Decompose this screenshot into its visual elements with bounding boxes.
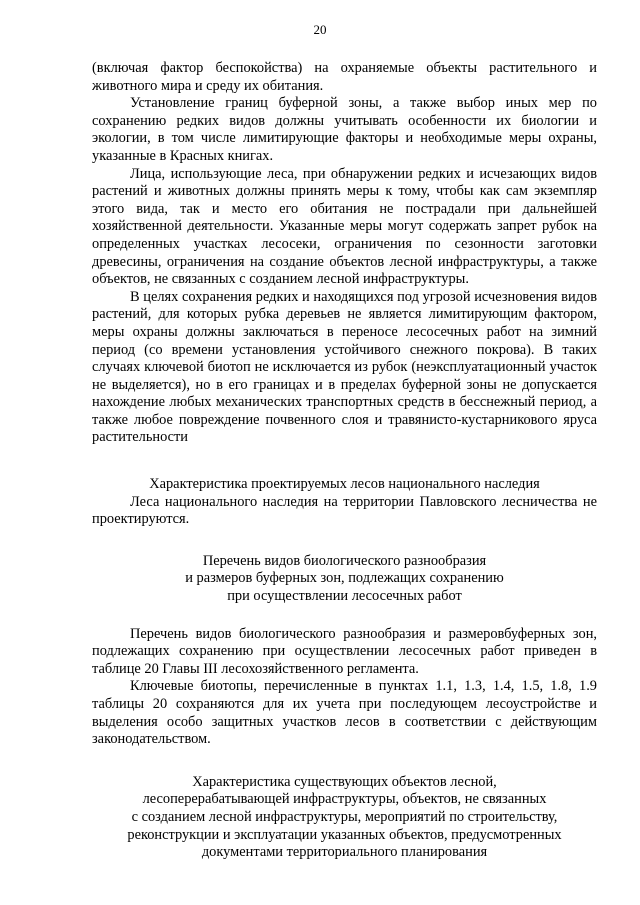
heading-line: лесоперерабатывающей инфраструктуры, объектов, не связанных <box>142 791 547 808</box>
heading-infrastructure <box>92 774 597 862</box>
document-body <box>92 60 597 862</box>
paragraph-key-biotopes: Ключевые биотопы, перечисленные в пунктах 1.1, 1.3, 1.4, 1.5, 1.8, 1.9 таблицы 20 сохраняются для их учета при последующем лесоустройстве и выделения особо защитных участков лесов в соответствии с действующим законодательством. <box>92 678 597 748</box>
paragraph-continuation: (включая фактор беспокойства) на охраняемые объекты растительного и животного мира и среду их обитания. <box>92 60 597 94</box>
heading-line: и размеров буферных зон, подлежащих сохранению <box>185 570 504 587</box>
paragraph-forest-users: Лица, использующие леса, при обнаружении редких и исчезающих видов растений и животных должны принять меры к тому, чтобы как сам экземпляр этого вида, так и место его обитания не пострадали при дальнейшей хозяйственной деятельности. Указанные меры могут содержать запрет рубок на определенных участках лесосеки, ограничения по сезонности заготовки древесины, ограничения на создание объектов лесной инфраструктуры, а также объектов, не связанных с созданием лесной инфраструктуры. <box>92 165 597 288</box>
heading-national-heritage: Характеристика проектируемых лесов национального наследия <box>149 476 540 493</box>
heading-line: при осуществлении лесосечных работ <box>227 588 462 605</box>
heading-biodiversity-list <box>92 553 597 606</box>
page-number: 20 <box>313 22 327 37</box>
paragraph-national-heritage: Леса национального наследия на территории Павловского лесничества не проектируются. <box>92 493 597 528</box>
heading-line: реконструкции и эксплуатации указанных объектов, предусмотренных <box>127 826 562 843</box>
paragraph-rare-species: В целях сохранения редких и находящихся под угрозой исчезновения видов растений, для которых рубка деревьев не является лимитирующим фактором, меры охраны должны заключаться в переносе лесосечных работ на зимний период (со времени установления устойчивого снежного покрова). В таких случаях ключевой биотоп не исключается из рубок (неэксплуатационный участок не выделяется), но в его границах и в пределах буферной зоны не допускается нахождение любых механических транспортных средств в бесснежный период, а также любое повреждение почвенного слоя и травянисто-кустарникового яруса растительности <box>92 288 597 446</box>
paragraph-buffer-zone: Установление границ буферной зоны, а также выбор иных мер по сохранению редких видов должны учитывать особенности их биологии и экологии, в том числе лимитирующие факторы и необходимые меры охраны, указанные в Красных книгах. <box>92 95 597 164</box>
heading-line: с созданием лесной инфраструктуры, мероприятий по строительству, <box>131 808 558 825</box>
heading-line: Перечень видов биологического разнообразия <box>202 552 487 569</box>
paragraph-biodiversity-list: Перечень видов биологического разнообразия и размеровбуферных зон, подлежащих сохранению при осуществлении лесосечных работ приведен в таблице 20 Главы III лесохозяйственного регламента. <box>92 625 597 677</box>
heading-line: документами территориального планирования <box>201 844 488 861</box>
heading-line: Характеристика существующих объектов лесной, <box>192 773 497 790</box>
